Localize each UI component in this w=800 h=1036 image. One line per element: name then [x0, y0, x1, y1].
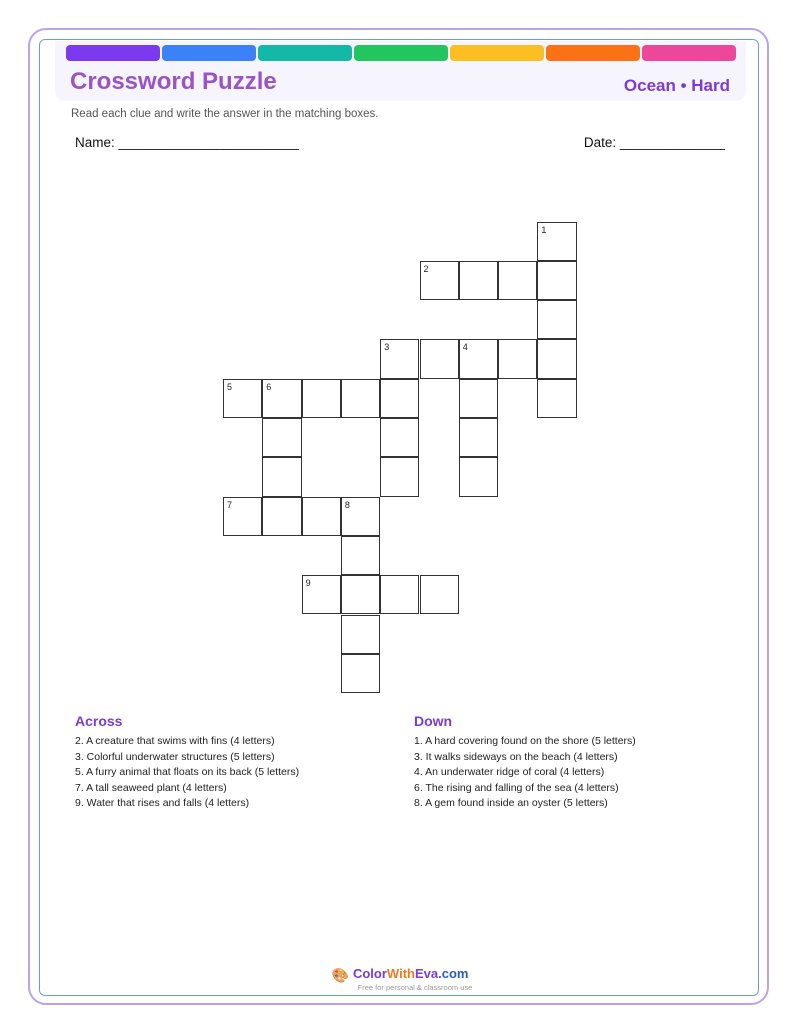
- footer-tagline: Free for personal & classroom use: [357, 983, 473, 992]
- grid-cell[interactable]: [380, 457, 419, 496]
- grid-cell[interactable]: [341, 615, 380, 654]
- grid-cell[interactable]: [420, 339, 459, 378]
- grid-cell[interactable]: [262, 418, 301, 457]
- clue-item: 4. An underwater ridge of coral (4 letters): [414, 766, 605, 778]
- grid-cell[interactable]: [537, 339, 576, 378]
- grid-cell[interactable]: [420, 575, 459, 614]
- grid-cell[interactable]: [341, 575, 380, 614]
- grid-cell[interactable]: [537, 300, 576, 339]
- instructions: Read each clue and write the answer in the matching boxes.: [71, 108, 379, 120]
- brand-part-eva: Eva: [414, 966, 439, 981]
- grid-cell[interactable]: [262, 497, 301, 536]
- grid-cell[interactable]: [262, 457, 301, 496]
- clue-number: 7: [227, 499, 233, 510]
- clue-item: 5. A furry animal that floats on its back (5 letters): [75, 766, 300, 778]
- down-clue-list: [414, 734, 636, 812]
- clue-item: 2. A creature that swims with fins (4 letters): [75, 735, 275, 747]
- grid-cell[interactable]: [380, 339, 419, 378]
- grid-cell[interactable]: [380, 575, 419, 614]
- rainbow-stripe: [66, 45, 736, 61]
- brand-name: [0, 966, 800, 984]
- across-clue-list: [75, 734, 299, 812]
- grid-cell[interactable]: [302, 379, 341, 418]
- down-heading: Down: [414, 713, 453, 729]
- rainbow-segment: [258, 45, 352, 61]
- grid-cell[interactable]: [223, 497, 262, 536]
- clue-item: 7. A tall seaweed plant (4 letters): [75, 781, 227, 794]
- footer-logo: [0, 966, 800, 992]
- rainbow-segment: [354, 45, 448, 61]
- clue-item: 3. It walks sideways on the beach (4 letters): [414, 750, 618, 763]
- clue-number: 2: [423, 263, 429, 274]
- clue-item: 1. A hard covering found on the shore (5 letters): [414, 735, 636, 747]
- clue-number: 9: [305, 578, 311, 589]
- clue-number: 8: [344, 499, 350, 510]
- across-heading: Across: [75, 713, 123, 729]
- grid-cell[interactable]: [223, 379, 262, 418]
- grid-cell[interactable]: [262, 379, 301, 418]
- grid-cell[interactable]: [380, 418, 419, 457]
- clue-item: 3. Colorful underwater structures (5 letters): [75, 750, 275, 763]
- grid-cell[interactable]: [341, 654, 380, 693]
- grid-cell[interactable]: [537, 379, 576, 418]
- rainbow-segment: [642, 45, 736, 61]
- rainbow-segment: [162, 45, 256, 61]
- grid-cell[interactable]: [302, 497, 341, 536]
- clue-item: 8. A gem found inside an oyster (5 letters): [414, 797, 608, 809]
- clue-number: 6: [266, 381, 272, 392]
- grid-cell[interactable]: [459, 261, 498, 300]
- grid-cell[interactable]: [341, 536, 380, 575]
- grid-cell[interactable]: [420, 261, 459, 300]
- name-field[interactable]: Name: ________________________: [75, 135, 299, 150]
- clue-number: 4: [462, 342, 468, 353]
- brand-part-color: Color: [352, 966, 387, 981]
- palette-icon: 🎨: [331, 967, 349, 983]
- grid-cell[interactable]: [459, 418, 498, 457]
- date-field[interactable]: Date: ______________: [583, 135, 725, 150]
- grid-cell[interactable]: [498, 339, 537, 378]
- rainbow-segment: [450, 45, 544, 61]
- puzzle-theme-difficulty: Ocean • Hard: [623, 76, 730, 95]
- brand-part-with: With: [386, 966, 415, 981]
- grid-cell[interactable]: [498, 261, 537, 300]
- grid-cell[interactable]: [341, 379, 380, 418]
- clue-number: 5: [227, 381, 233, 392]
- page-inner-border: [39, 39, 759, 996]
- brand-part-domain: .com: [438, 966, 469, 981]
- grid-cell[interactable]: [459, 339, 498, 378]
- grid-cell[interactable]: [302, 575, 341, 614]
- grid-cell[interactable]: [459, 457, 498, 496]
- clue-item: 6. The rising and falling of the sea (4 letters): [414, 781, 619, 794]
- clue-number: 3: [384, 342, 390, 353]
- page-title: Crossword Puzzle: [70, 68, 277, 95]
- clue-number: 1: [541, 224, 547, 235]
- grid-cell[interactable]: [459, 379, 498, 418]
- grid-cell[interactable]: [537, 261, 576, 300]
- rainbow-segment: [546, 45, 640, 61]
- clue-item: 9. Water that rises and falls (4 letters): [75, 797, 250, 809]
- grid-cell[interactable]: [341, 497, 380, 536]
- rainbow-segment: [66, 45, 160, 61]
- grid-cell[interactable]: [380, 379, 419, 418]
- grid-cell[interactable]: [537, 222, 576, 261]
